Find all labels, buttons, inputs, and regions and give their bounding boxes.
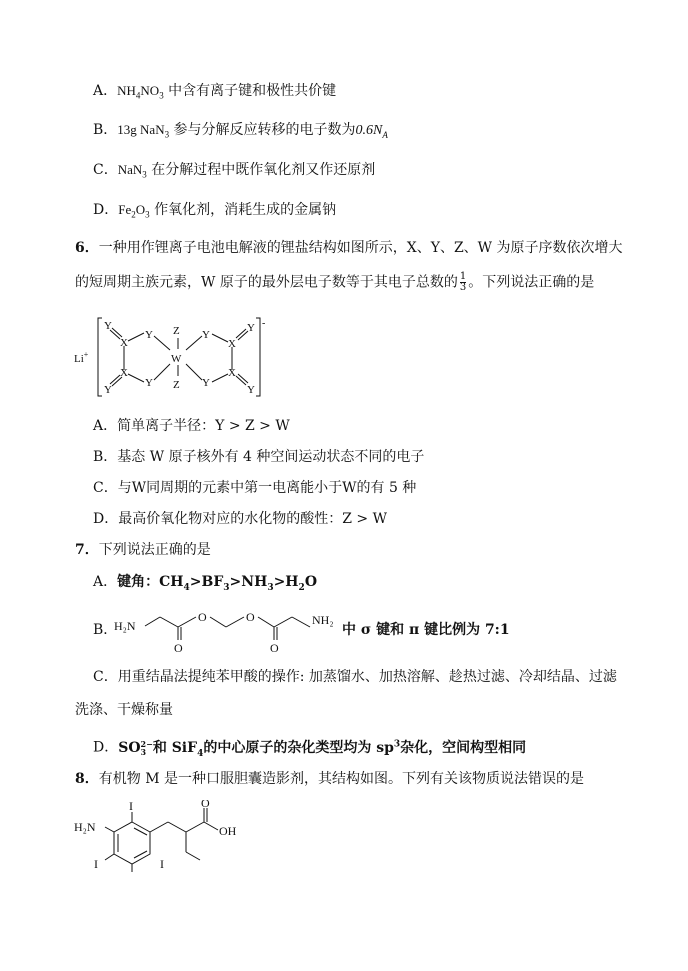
q6-stem-line2: 的短周期主族元素，W 原子的最外层电子数等于其电子总数的 $\frac{1}{3}$ 。下列说法正确的是: [75, 271, 595, 293]
q7-option-c-line2: 洗涤、干燥称量: [75, 702, 173, 718]
q6-option-c: C．与W同周期的元素中第一电离能小于W的有 5 种: [93, 480, 417, 496]
q5-option-b: B．13g NaN$_3$ 参与分解反应转移的电子数为$0.6N_A$: [93, 122, 388, 140]
ether-oxygen: O: [198, 610, 207, 624]
atom-y: Y: [202, 329, 210, 341]
carbonyl-oxygen: O: [174, 641, 183, 654]
anion-charge: -: [262, 318, 266, 329]
iodine-atom: I: [94, 857, 98, 871]
atom-y: Y: [104, 320, 112, 332]
atom-y: Y: [247, 384, 255, 396]
amino-group-left: H₂N: [114, 619, 136, 633]
li-label: Li+: [74, 350, 89, 365]
amino-group: H₂N: [74, 820, 96, 834]
q5-option-a: A．$NH_4NO_3$ 中含有离子键和极性共价键: [93, 83, 337, 101]
one-third-fraction: $\frac{1}{3}$: [459, 271, 467, 293]
q6-option-b: B．基态 W 原子核外有 4 种空间运动状态不同的电子: [93, 449, 425, 465]
carbonyl-oxygen: O: [270, 641, 279, 654]
q6-option-d: D．最高价氧化物对应的水化物的酸性：Z > W: [93, 511, 387, 527]
q7-option-a: A．键角：$CH_4>BF_3>NH_3>H_2O$: [93, 574, 318, 593]
atom-x: X: [228, 367, 236, 379]
q7-b-molecule: [112, 602, 344, 654]
atom-x: X: [120, 367, 128, 379]
atom-y: Y: [202, 377, 210, 389]
q5-option-d: D．$Fe_2O_3$ 作氧化剂，消耗生成的金属钠: [93, 202, 337, 220]
atom-z: Z: [173, 379, 180, 391]
atom-y: Y: [247, 322, 255, 334]
q7-option-c-line1: C．用重结晶法提纯苯甲酸的操作: 加蒸馏水、加热溶解、趁热过滤、冷却结晶、过滤: [93, 669, 617, 685]
q8-stem: 8．有机物 M 是一种口服胆囊造影剂，其结构如图。下列有关该物质说法错误的是: [75, 771, 584, 787]
atom-z: Z: [173, 325, 180, 337]
atom-y: Y: [145, 329, 153, 341]
atom-x: X: [228, 338, 236, 350]
lithium-salt-structure: [70, 314, 280, 400]
iodine-atom: I: [160, 857, 164, 871]
iodine-atom: I: [129, 800, 133, 813]
ether-oxygen: O: [246, 610, 255, 624]
atom-y: Y: [104, 384, 112, 396]
q6-option-a: A．简单离子半径：Y > Z > W: [93, 418, 290, 434]
carbonyl-oxygen: O: [201, 800, 210, 810]
hydroxyl-group: OH: [219, 824, 237, 838]
q5-option-c: C．NaN$_3$ 在分解过程中既作氧化剂又作还原剂: [93, 162, 376, 180]
q7-option-b-label: B．: [93, 622, 118, 638]
atom-x: X: [120, 337, 128, 349]
q7-stem: 7．下列说法正确的是: [75, 542, 211, 558]
q7-option-b-text: 中 σ 键和 π 键比例为 7:1: [342, 622, 510, 638]
q6-stem-line1: 6．一种用作锂离子电池电解液的锂盐结构如图所示，X、Y、Z、W 为原子序数依次增大: [75, 240, 623, 256]
atom-w: W: [171, 353, 182, 365]
amino-group-right: NH₂: [312, 613, 334, 627]
q8-molecule: [72, 800, 242, 880]
atom-y: Y: [145, 377, 153, 389]
q7-option-d: D．SO 2− 3 和 SiF$_4$的中心原子的杂化类型均为 $sp^3$杂化，空间构型相同: [93, 738, 527, 759]
